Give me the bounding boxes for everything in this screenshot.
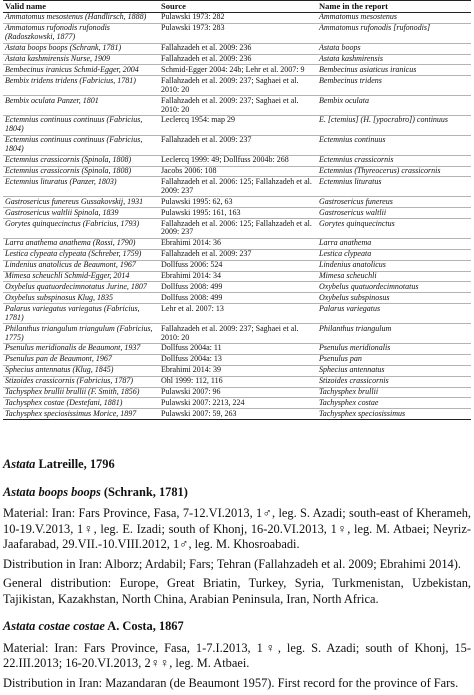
table-body xyxy=(3,12,471,419)
distribution-paragraph: Distribution in Iran: Mazandaran (de Beaumont 1957). First record for the province of Fars. xyxy=(3,675,459,690)
cell-valid-name: Gastrosericus funereus Gussakovskij, 1931 xyxy=(3,197,159,208)
cell-name-in-report: Astata boops xyxy=(317,43,471,54)
table-row xyxy=(3,387,471,398)
cell-name-in-report: Psenulus meridionalis xyxy=(317,343,471,354)
table-row xyxy=(3,23,471,43)
species-author: A. Costa, 1867 xyxy=(104,619,184,633)
cell-valid-name: Ectemnius crassicornis (Spinola, 1808) xyxy=(3,166,159,177)
cell-source: Pulawski 2007: 96 xyxy=(159,387,317,398)
table-row xyxy=(3,398,471,409)
cell-source: Fallahzadeh et al. 2009: 237; Saghaei et al. 2010: 20 xyxy=(159,96,317,116)
cell-name-in-report: Tachysphex speciosissimus xyxy=(317,409,471,420)
cell-valid-name: Oxybelus quatuordecimnotatus Jurine, 1807 xyxy=(3,282,159,293)
table-row xyxy=(3,271,471,282)
cell-source: Fallahzadeh et al. 2009: 237 xyxy=(159,249,317,260)
cell-source: Dollfuss 2004a: 13 xyxy=(159,354,317,365)
cell-name-in-report: Tachysphex brullii xyxy=(317,387,471,398)
table-row xyxy=(3,238,471,249)
table-row xyxy=(3,282,471,293)
cell-valid-name: Ammatomus mesostenus (Handlirsch, 1888) xyxy=(3,12,159,23)
table-row xyxy=(3,155,471,166)
cell-valid-name: Ectemnius lituratus (Panzer, 1803) xyxy=(3,177,159,197)
table-row xyxy=(3,409,471,420)
distribution-paragraph: Distribution in Iran: Alborz; Ardabil; Fars; Tehran (Fallahzadeh et al. 2009; Ebrahimi 2014). xyxy=(3,556,461,571)
table-row xyxy=(3,293,471,304)
cell-valid-name: Sphecius antennatus (Klug, 1845) xyxy=(3,365,159,376)
cell-name-in-report: E. [ctemius] (H. [ypocrabro]) continuus xyxy=(317,115,471,135)
cell-valid-name: Mimesa scheuchli Schmid-Egger, 2014 xyxy=(3,271,159,282)
cell-source: Ebrahimi 2014: 36 xyxy=(159,238,317,249)
table-row xyxy=(3,115,471,135)
table-row xyxy=(3,135,471,155)
table-row xyxy=(3,65,471,76)
cell-source: Ebrahimi 2014: 39 xyxy=(159,365,317,376)
species-name: Astata costae costae xyxy=(3,619,105,633)
cell-name-in-report: Mimesa scheuchli xyxy=(317,271,471,282)
genus-author: Latreille, 1796 xyxy=(35,457,115,471)
cell-name-in-report: Bembix oculata xyxy=(317,96,471,116)
header-name-in-report: Name in the report xyxy=(317,1,471,13)
cell-name-in-report: Oxybelus quatuordecimnotatus xyxy=(317,282,471,293)
cell-name-in-report: Gastrosericus waltlii xyxy=(317,208,471,219)
material-paragraph: Material: Iran: Fars Province, Fasa, 1-7.I.2013, 1♀, leg. S. Azadi; south of Khonj, 15-22.III.2013; 16-20.VI.2013, 2♀♀, leg. M. Atbaei. xyxy=(3,640,471,670)
cell-source: Fallahzadeh et al. 2009: 237; Saghaei et al. 2010: 20 xyxy=(159,324,317,344)
table-row xyxy=(3,354,471,365)
species-name: Astata boops boops xyxy=(3,484,101,499)
cell-source: Fallahzadeh et al. 2006: 125; Fallahzadeh et al. 2009: 237 xyxy=(159,219,317,239)
cell-source: Dollfuss 2004a: 11 xyxy=(159,343,317,354)
genus-heading xyxy=(3,457,471,473)
cell-source: Pulawski 2007: 2213, 224 xyxy=(159,398,317,409)
table-row xyxy=(3,219,471,239)
table-row xyxy=(3,324,471,344)
table-row xyxy=(3,260,471,271)
cell-name-in-report: Astata kashmirensis xyxy=(317,54,471,65)
cell-name-in-report: Ammatomus mesostenus xyxy=(317,12,471,23)
cell-name-in-report: Larra anathema xyxy=(317,238,471,249)
cell-name-in-report: Sphecius antennatus xyxy=(317,365,471,376)
cell-name-in-report: Palarus variegatus xyxy=(317,304,471,324)
cell-name-in-report: Bembecinus asiaticus iranicus xyxy=(317,65,471,76)
cell-source: Fallahzadeh et al. 2009: 237; Saghaei et al. 2010: 20 xyxy=(159,76,317,96)
cell-source: Fallahzadeh et al. 2006: 125; Fallahzadeh et al. 2009: 237 xyxy=(159,177,317,197)
header-valid-name: Valid name xyxy=(3,1,159,13)
cell-valid-name: Lestica clypeata clypeata (Schreber, 1759) xyxy=(3,249,159,260)
cell-source: Pulawski 1973: 283 xyxy=(159,23,317,43)
material-paragraph: Material: Iran: Fars Province, Fasa, 7-12.VI.2013, 1♂, leg. S. Azadi; south-east of Kherameh, 10-19.V.2013, 1♀, leg. E. Izadi; south of Khonj, 16-20.VI.2013, 1♀, leg. M. Atbaei; Neyriz-Jaafarabad, 29.VII.-10.VIII.2012, 1♂, leg. M. Khosroabadi. xyxy=(3,506,471,551)
cell-valid-name: Tachysphex speciosissimus Morice, 1897 xyxy=(3,409,159,420)
cell-source: Fallahzadeh et al. 2009: 236 xyxy=(159,54,317,65)
table-row xyxy=(3,365,471,376)
cell-source: Fallahzadeh et al. 2009: 237 xyxy=(159,135,317,155)
cell-valid-name: Bembix tridens tridens (Fabricius, 1781) xyxy=(3,76,159,96)
cell-valid-name: Ectemnius continuus continuus (Fabricius, 1804) xyxy=(3,115,159,135)
cell-name-in-report: Gastrosericus funereus xyxy=(317,197,471,208)
cell-source: Dollfuss 2008: 499 xyxy=(159,293,317,304)
table-row xyxy=(3,249,471,260)
table-row xyxy=(3,177,471,197)
cell-source: Ohl 1999: 112, 116 xyxy=(159,376,317,387)
cell-source: Pulawski 1995: 161, 163 xyxy=(159,208,317,219)
cell-source: Jacobs 2006: 108 xyxy=(159,166,317,177)
cell-name-in-report: Ectemnius (Thyreocerus) crassicornis xyxy=(317,166,471,177)
cell-name-in-report: Ectemnius lituratus xyxy=(317,177,471,197)
cell-name-in-report: Ectemnius continuus xyxy=(317,135,471,155)
cell-name-in-report: Tachysphex costae xyxy=(317,398,471,409)
cell-valid-name: Tachysphex brullii brullii (F. Smith, 1856) xyxy=(3,387,159,398)
cell-valid-name: Bembix oculata Panzer, 1801 xyxy=(3,96,159,116)
cell-source: Leclercq 1999: 49; Dollfuss 2004b: 268 xyxy=(159,155,317,166)
cell-source: Dollfuss 2006: 524 xyxy=(159,260,317,271)
table-row xyxy=(3,343,471,354)
cell-source: Pulawski 1995: 62, 63 xyxy=(159,197,317,208)
cell-name-in-report: Gorytes quinquecinctus xyxy=(317,219,471,239)
cell-name-in-report: Psenulus pan xyxy=(317,354,471,365)
table-row xyxy=(3,166,471,177)
species-heading xyxy=(3,619,471,635)
table-row xyxy=(3,54,471,65)
species-table xyxy=(3,0,471,420)
cell-valid-name: Larra anathema anathema (Rossi, 1790) xyxy=(3,238,159,249)
cell-valid-name: Bembecinus iranicus Schmid-Egger, 2004 xyxy=(3,65,159,76)
cell-source: Pulawski 1973: 282 xyxy=(159,12,317,23)
cell-source: Schmid-Egger 2004: 24b; Lehr et al. 2007: 9 xyxy=(159,65,317,76)
cell-valid-name: Ectemnius crassicornis (Spinola, 1808) xyxy=(3,155,159,166)
cell-valid-name: Astata kashmirensis Nurse, 1909 xyxy=(3,54,159,65)
cell-valid-name: Astata boops boops (Schrank, 1781) xyxy=(3,43,159,54)
cell-valid-name: Tachysphex costae (Destefani, 1881) xyxy=(3,398,159,409)
cell-valid-name: Ammatomus rufonodis rufonodis (Radoszkowski, 1877) xyxy=(3,23,159,43)
cell-name-in-report: Philanthus triangulum xyxy=(317,324,471,344)
cell-valid-name: Lindenius anatolicus de Beaumont, 1967 xyxy=(3,260,159,271)
table-row xyxy=(3,208,471,219)
cell-name-in-report: Stizoides crassicornis xyxy=(317,376,471,387)
cell-valid-name: Psenulus pan de Beaumont, 1967 xyxy=(3,354,159,365)
species-accounts xyxy=(3,457,471,695)
genus-name: Astata xyxy=(3,457,36,471)
species-heading xyxy=(3,485,471,501)
cell-source: Pulawski 2007: 59, 263 xyxy=(159,409,317,420)
cell-valid-name: Gorytes quinquecinctus (Fabricius, 1793) xyxy=(3,219,159,239)
table-row xyxy=(3,76,471,96)
table-row xyxy=(3,304,471,324)
table-row xyxy=(3,12,471,23)
species-author: (Schrank, 1781) xyxy=(100,484,188,499)
cell-source: Leclercq 1954: map 29 xyxy=(159,115,317,135)
cell-source: Fallahzadeh et al. 2009: 236 xyxy=(159,43,317,54)
cell-valid-name: Gastrosericus waltlii Spinola, 1839 xyxy=(3,208,159,219)
cell-valid-name: Philanthus triangulum triangulum (Fabricius, 1775) xyxy=(3,324,159,344)
cell-name-in-report: Ammatomus rufonodis [rufonodis] xyxy=(317,23,471,43)
cell-name-in-report: Lestica clypeata xyxy=(317,249,471,260)
cell-valid-name: Psenulus meridionalis de Beaumont, 1937 xyxy=(3,343,159,354)
table-row xyxy=(3,43,471,54)
cell-valid-name: Palarus variegatus variegatus (Fabricius, 1781) xyxy=(3,304,159,324)
general-distribution-paragraph: General distribution: Europe, Great Briatin, Turkey, Syria, Turkmenistan, Uzbekistan, Tajikistan, Kazakhstan, North China, Arabian Peninsula, Iran, North Africa. xyxy=(3,576,471,606)
cell-valid-name: Oxybelus subspinosus Klug, 1835 xyxy=(3,293,159,304)
cell-name-in-report: Oxybelus subspinosus xyxy=(317,293,471,304)
cell-source: Dollfuss 2008: 499 xyxy=(159,282,317,293)
table-header-row xyxy=(3,1,471,13)
cell-source: Ebrahimi 2014: 34 xyxy=(159,271,317,282)
cell-name-in-report: Bembecinus tridens xyxy=(317,76,471,96)
cell-name-in-report: Lindenius anatolicus xyxy=(317,260,471,271)
cell-valid-name: Ectemnius continuus continuus (Fabricius, 1804) xyxy=(3,135,159,155)
cell-valid-name: Stizoides crassicornis (Fabricius, 1787) xyxy=(3,376,159,387)
table-row xyxy=(3,376,471,387)
cell-source: Lehr et al. 2007: 13 xyxy=(159,304,317,324)
cell-name-in-report: Ectemnius crassicornis xyxy=(317,155,471,166)
header-source: Source xyxy=(159,1,317,13)
table-row xyxy=(3,197,471,208)
table-row xyxy=(3,96,471,116)
